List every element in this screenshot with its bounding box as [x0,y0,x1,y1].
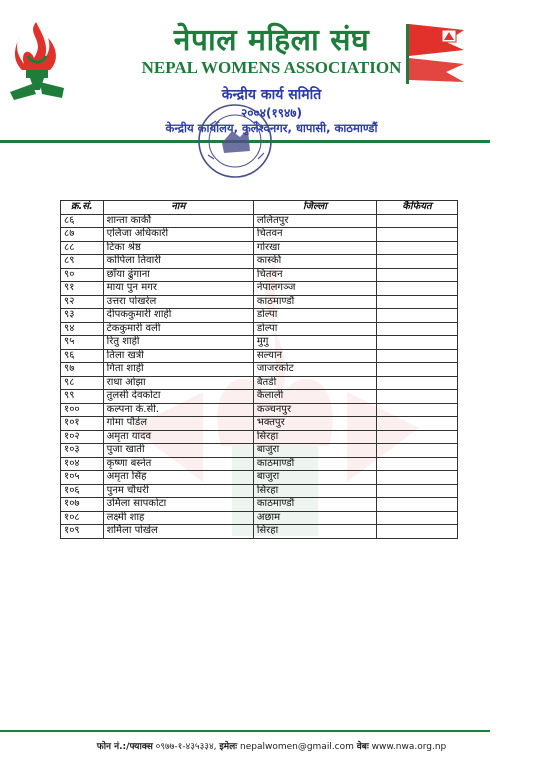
table-header-row [61,201,458,215]
cell-district: मुगु [253,336,376,350]
cell-name: गोमा पौडेल [103,417,253,431]
cell-district: गोरखा [253,241,376,255]
cell-remarks [377,349,458,363]
cell-serial: १०८ [61,511,104,525]
cell-district: ललितपुर [253,214,376,228]
table-row [61,511,458,525]
column-header-remarks: कैफियत [377,201,458,215]
cell-district: बाजुरा [253,471,376,485]
cell-serial: ९८ [61,376,104,390]
cell-name: टिका श्रेष्ठ [103,241,253,255]
cell-serial: ९१ [61,282,104,296]
cell-name: कल्पना के.सी. [103,403,253,417]
cell-district: जाजरकोट [253,363,376,377]
org-title-english: NEPAL WOMENS ASSOCIATION [141,58,402,77]
cell-remarks [377,282,458,296]
cell-name: माया पुन मगर [103,282,253,296]
cell-serial: ९६ [61,349,104,363]
column-header-serial: क्र.सं. [61,201,104,215]
cell-district: चितवन [253,228,376,242]
table-row [61,390,458,404]
table-row [61,322,458,336]
cell-serial: ८८ [61,241,104,255]
cell-serial: ८६ [61,214,104,228]
table-row [61,295,458,309]
column-header-name: नाम [103,201,253,215]
cell-district: सिरहा [253,484,376,498]
cell-name: अमृता सिंह [103,471,253,485]
table-row [61,228,458,242]
cell-remarks [377,430,458,444]
table-row [61,525,458,539]
flag-logo-icon [402,20,468,86]
cell-district: सिरहा [253,525,376,539]
phone-label: फोन नं.:/फ्याक्स [96,742,153,752]
cell-district: कञ्चनपुर [253,403,376,417]
cell-serial: १०२ [61,430,104,444]
table-row [61,444,458,458]
cell-remarks [377,484,458,498]
committee-name: केन्द्रीय कार्य समिति [221,87,322,103]
table-row [61,349,458,363]
cell-district: सल्यान [253,349,376,363]
table-row [61,471,458,485]
cell-serial: १०० [61,403,104,417]
cell-district: डोल्पा [253,309,376,323]
cell-remarks [377,336,458,350]
table-row [61,403,458,417]
cell-remarks [377,214,458,228]
cell-remarks [377,390,458,404]
table-row [61,457,458,471]
cell-remarks [377,511,458,525]
cell-serial: ९४ [61,322,104,336]
cell-name: उत्तरा पोखरेल [103,295,253,309]
table-row [61,255,458,269]
table-row [61,214,458,228]
table-row [61,498,458,512]
cell-name: राधा ओझा [103,376,253,390]
cell-name: तुलसी देवकोटा [103,390,253,404]
cell-district: डोल्पा [253,322,376,336]
footer-contact [0,739,543,752]
cell-serial: ९९ [61,390,104,404]
table-row [61,336,458,350]
cell-name: गिता शाही [103,363,253,377]
official-seal-stamp [196,95,274,187]
cell-district: अछाम [253,511,376,525]
cell-serial: ९३ [61,309,104,323]
cell-serial: १०७ [61,498,104,512]
cell-serial: १०१ [61,417,104,431]
established-year: २००४(१९४७) [241,106,302,120]
email-label: इमेलः [219,742,238,752]
cell-name: छाँया ढुंगाना [103,268,253,282]
cell-district: चितवन [253,268,376,282]
footer-divider [0,730,490,732]
cell-remarks [377,376,458,390]
cell-remarks [377,268,458,282]
cell-serial: ९२ [61,295,104,309]
cell-remarks [377,228,458,242]
table-row [61,268,458,282]
cell-remarks [377,255,458,269]
cell-name: अमृता यादव [103,430,253,444]
cell-district: बैतडी [253,376,376,390]
cell-district: कास्की [253,255,376,269]
table-row [61,282,458,296]
cell-district: काठमाण्डौं [253,295,376,309]
cell-remarks [377,309,458,323]
cell-serial: १०६ [61,484,104,498]
cell-remarks [377,417,458,431]
table-row [61,376,458,390]
org-title-nepali: नेपाल महिला संघ [173,23,370,58]
cell-district: कैलाली [253,390,376,404]
table-row [61,241,458,255]
cell-district: काठमाण्डौं [253,457,376,471]
cell-district: बाजुरा [253,444,376,458]
table-row [61,430,458,444]
cell-district: काठमाण्डौं [253,498,376,512]
cell-remarks [377,322,458,336]
cell-serial: ९७ [61,363,104,377]
cell-remarks [377,498,458,512]
cell-name: कोपिला तिवारी [103,255,253,269]
cell-district: भक्तपुर [253,417,376,431]
cell-serial: ९५ [61,336,104,350]
cell-name: कृष्णा बस्नेत [103,457,253,471]
cell-remarks [377,525,458,539]
cell-serial: ९० [61,268,104,282]
phone-value: ०९७७-१-४३५३३४, [155,742,217,752]
cell-name: शर्मिला पोखेल [103,525,253,539]
table-row [61,484,458,498]
cell-serial: १०३ [61,444,104,458]
cell-name: दीपककुमारी शाही [103,309,253,323]
cell-remarks [377,403,458,417]
cell-serial: १०५ [61,471,104,485]
cell-name: उर्मिला सापकोटा [103,498,253,512]
table-row [61,309,458,323]
cell-remarks [377,444,458,458]
cell-serial: ८७ [61,228,104,242]
cell-serial: १०४ [61,457,104,471]
cell-district: सिरहा [253,430,376,444]
cell-name: तिला खत्री [103,349,253,363]
cell-name: एलिजा अधिकारी [103,228,253,242]
cell-remarks [377,457,458,471]
cell-serial: ८९ [61,255,104,269]
office-address: केन्द्रीय कार्यालय, कुलेश्वनगर, धापासी, काठमाण्डौं [165,121,378,135]
cell-name: लक्ष्मी शाह [103,511,253,525]
cell-name: शान्ता कार्की [103,214,253,228]
column-header-district: जिल्ला [253,201,376,215]
cell-name: पुनम चौधरी [103,484,253,498]
cell-remarks [377,295,458,309]
cell-name: पुजा खाती [103,444,253,458]
table-row [61,417,458,431]
member-table [60,200,458,539]
email-link[interactable]: nepalwomen@gmail.com [239,742,354,752]
cell-name: रितु शाही [103,336,253,350]
web-label: वेबः [356,742,369,752]
cell-remarks [377,241,458,255]
cell-remarks [377,363,458,377]
cell-serial: १०९ [61,525,104,539]
cell-remarks [377,471,458,485]
cell-district: नेपालगञ्ज [253,282,376,296]
cell-name: टेककुमारी वली [103,322,253,336]
website-link[interactable]: www.nwa.org.np [371,742,447,752]
table-row [61,363,458,377]
